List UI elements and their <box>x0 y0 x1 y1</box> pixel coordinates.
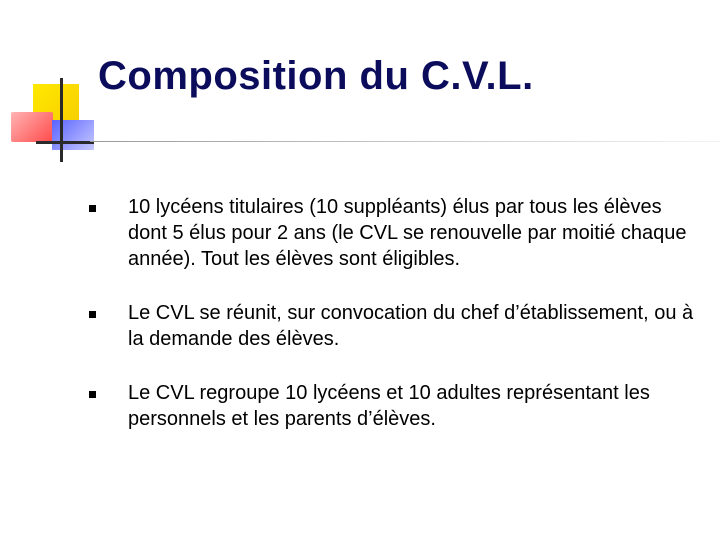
horizontal-line-decoration <box>36 141 94 144</box>
bullet-list <box>88 194 704 432</box>
square-bullet-icon <box>89 391 96 398</box>
slide-title: Composition du C.V.L. <box>98 54 534 98</box>
vertical-line-decoration <box>60 78 63 162</box>
bullet-item <box>88 300 704 352</box>
title-divider <box>90 141 720 142</box>
blue-square-decoration <box>52 120 94 150</box>
bullet-text: 10 lycéens titulaires (10 suppléants) élus par tous les élèves dont 5 élus pour 2 ans (le CVL se renouvelle par moitié chaque année). Tout les élèves sont éligibles. <box>128 196 687 270</box>
red-square-decoration <box>11 112 53 142</box>
bullet-text: Le CVL se réunit, sur convocation du chef d’établissement, ou à la demande des élèves. <box>128 302 694 350</box>
bullet-text: Le CVL regroupe 10 lycéens et 10 adultes représentant les personnels et les parents d’élèves. <box>128 382 650 430</box>
bullet-item <box>88 380 704 432</box>
square-bullet-icon <box>89 205 96 212</box>
square-bullet-icon <box>89 311 96 318</box>
colored-squares-logo <box>0 0 100 170</box>
bullet-item <box>88 194 704 272</box>
